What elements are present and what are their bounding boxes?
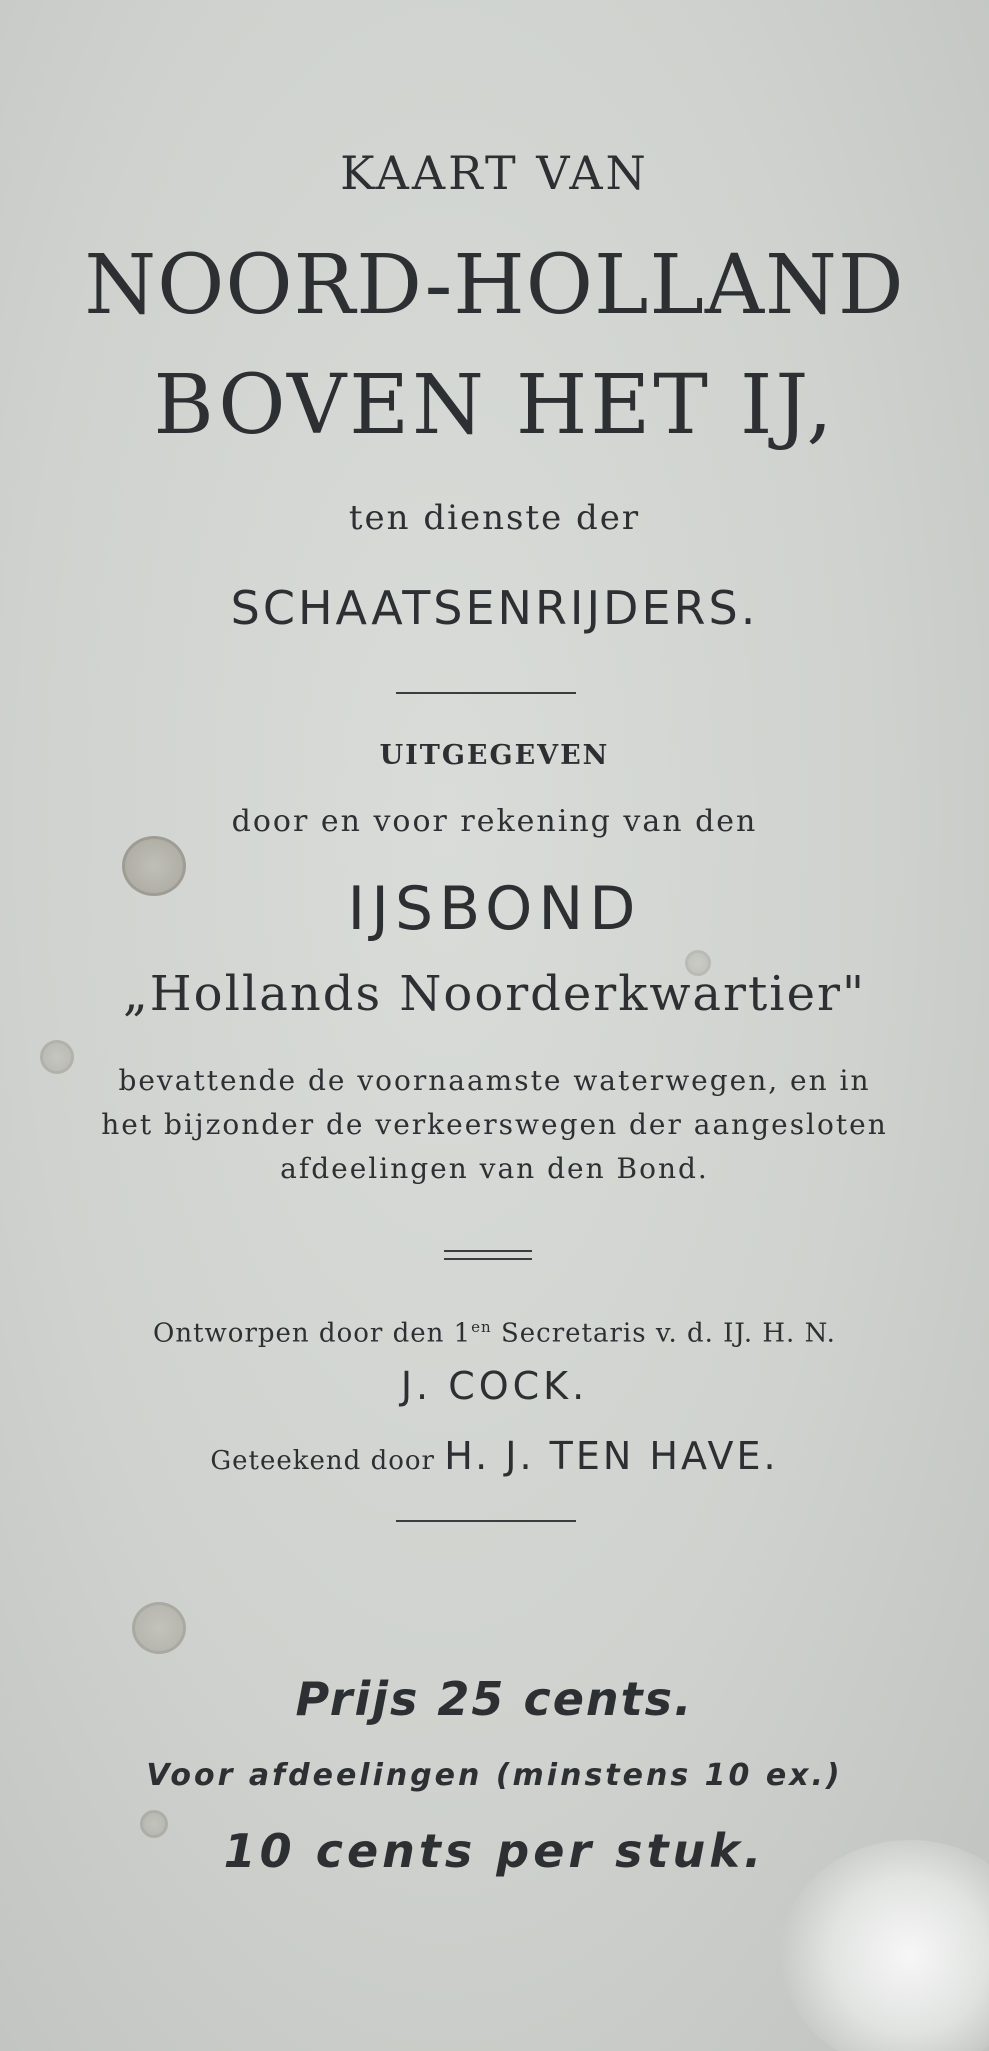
credits-designed-suffix: Secretaris v. d. IJ. H. N.	[491, 1318, 836, 1349]
publisher-description-line-1: bevattende de voornaamste waterwegen, en in	[118, 1064, 871, 1097]
publisher-heading: UITGEGEVEN	[379, 740, 610, 771]
publisher-org: IJSBOND	[347, 874, 642, 944]
credits-designed-by	[0, 1318, 989, 1349]
price-line-2: Voor afdeelingen (minstens 10 ex.)	[146, 1758, 843, 1793]
credits-drawn-by	[0, 1434, 989, 1478]
double-divider-top	[444, 1250, 532, 1252]
publisher-description-line-2: het bijzonder de verkeerswegen der aangesloten	[101, 1108, 888, 1141]
divider-rule-lower	[396, 1520, 576, 1522]
title-boven-het-ij: BOVEN HET IJ,	[153, 358, 836, 453]
publisher-org-name: „Hollands Noorderkwartier"	[122, 966, 867, 1022]
credits-designed-sup: en	[471, 1318, 492, 1336]
title-schaatsenrijders: SCHAATSENRIJDERS.	[230, 581, 759, 635]
double-divider-bottom	[444, 1258, 532, 1260]
title-ten-dienste: ten dienste der	[348, 498, 641, 538]
title-kaart-van: KAART VAN	[340, 146, 649, 200]
credits-drawer: H. J. TEN HAVE.	[444, 1434, 779, 1478]
price-line-3: 10 cents per stuk.	[223, 1824, 766, 1878]
publisher-description-line-3: afdeelingen van den Bond.	[280, 1152, 709, 1185]
title-noord-holland: NOORD-HOLLAND	[84, 238, 905, 333]
stain-spot	[132, 1602, 186, 1654]
credits-designer: J. COCK.	[400, 1364, 589, 1408]
credits-designed-prefix: Ontworpen door den 1	[153, 1318, 472, 1349]
credits-drawn-prefix: Geteekend door	[210, 1446, 445, 1476]
publisher-by-line: door en voor rekening van den	[231, 804, 758, 839]
price-line-1: Prijs 25 cents.	[295, 1672, 694, 1726]
divider-rule	[396, 692, 576, 694]
